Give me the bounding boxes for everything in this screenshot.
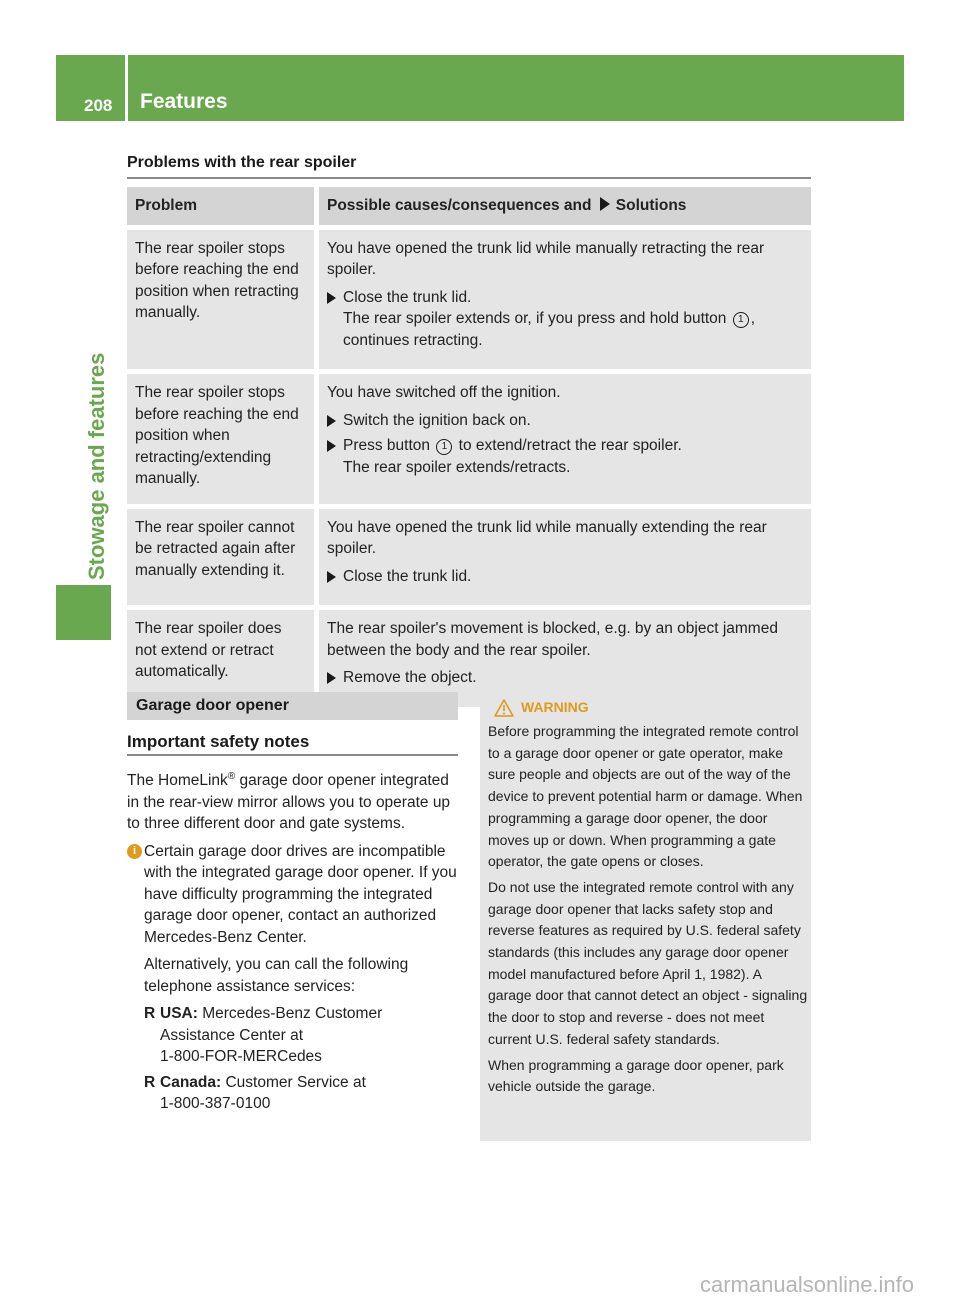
column-header-solutions-prefix: Possible causes/consequences and (327, 197, 592, 214)
section-rule (127, 177, 811, 179)
registered-mark: ® (227, 771, 236, 782)
result-text: The rear spoiler extends/retracts. (343, 458, 571, 476)
table-row (127, 227, 811, 372)
canada-phone: 1-800-387-0100 (160, 1095, 271, 1113)
chapter-title: Features (140, 90, 228, 113)
info-text: Certain garage door drives are incompatible with the integrated garage door opener. If you have difficulty programming the integrated garage door opener, contact an authorized Mercedes-Benz Center. (144, 842, 457, 946)
warning-paragraph: Do not use the integrated remote control with any garage door opener that lacks safety stop and reverse features as required by U.S. federal safety standards (this includes any garage door opener model manufactured before April 1, 1982). A garage door that cannot detect an object - signaling the door to stop and reverse - does not meet current U.S. federal safety standards. (488, 878, 808, 1047)
usa-phone: 1-800-FOR-MERCedes (160, 1048, 322, 1066)
solution-step (327, 667, 803, 689)
cause-text: You have switched off the ignition. (327, 384, 561, 401)
cause-text: You have opened the trunk lid while manually extending the rear spoiler. (327, 518, 767, 557)
step-text-pre: Press button (343, 437, 431, 454)
result-text-post: , continues retracting. (343, 310, 756, 349)
problems-table (127, 187, 811, 712)
problem-cell: The rear spoiler stops before reaching the end position when retracting/extending manually. (127, 372, 317, 507)
table-header-row (127, 187, 811, 227)
side-tab-label: Stowage and features (84, 352, 109, 580)
column-header-problem: Problem (127, 187, 317, 227)
bullet-icon: R (144, 1005, 156, 1023)
solution-cell (317, 372, 812, 507)
solution-step (327, 566, 803, 588)
table-row (127, 506, 811, 608)
usa-label: USA: (160, 1005, 198, 1023)
column-header-solutions (317, 187, 812, 227)
step-arrow-icon (327, 672, 336, 684)
side-tab-marker (56, 585, 111, 640)
page-number: 208 (84, 96, 113, 115)
solution-cell (317, 227, 812, 372)
warning-triangle-icon (494, 699, 514, 717)
bullet-icon: R (144, 1073, 156, 1091)
info-icon: i (127, 844, 142, 859)
info-note (127, 841, 460, 1115)
cause-text: The rear spoiler's movement is blocked, e.g. by an object jammed between the body and the rear spoiler. (327, 620, 778, 659)
solution-step (327, 410, 803, 432)
intro-post: garage door opener integrated in the rear-view mirror allows you to operate up to three different door and gate systems. (127, 772, 451, 833)
warning-paragraph: Before programming the integrated remote control to a garage door opener or gate operator, make sure people and objects are out of the way of the device to prevent potential harm or damage. When programming a garage door opener, the door moves up or down. When programming a gate operator, the gate opens or closes. (488, 723, 803, 870)
usa-text: Mercedes-Benz Customer Assistance Center at (160, 1005, 383, 1044)
warning-paragraph: When programming a garage door opener, park vehicle outside the garage. (488, 1056, 784, 1095)
list-item (144, 1003, 460, 1068)
solution-step (327, 287, 803, 352)
step-arrow-icon (327, 415, 336, 427)
safety-rule (127, 754, 458, 756)
warning-text (488, 721, 808, 1102)
step-text: Close the trunk lid. (343, 567, 472, 585)
watermark: carmanualsonline.info (700, 1272, 915, 1297)
intro-pre: The HomeLink (127, 772, 228, 790)
solution-cell (317, 506, 812, 608)
solution-step (327, 435, 803, 478)
step-text: Close the trunk lid. (343, 288, 472, 306)
column-header-solutions-suffix: Solutions (615, 197, 687, 214)
homelink-intro (127, 766, 460, 835)
problem-cell: The rear spoiler stops before reaching the end position when retracting manually. (127, 227, 317, 372)
safety-notes-heading: Important safety notes (127, 732, 310, 751)
list-item (144, 1072, 460, 1115)
solution-arrow-icon (600, 197, 610, 211)
canada-text: Customer Service at (221, 1073, 366, 1091)
step-arrow-icon (327, 440, 336, 452)
alternative-text: Alternatively, you can call the following telephone assistance services: (144, 956, 409, 995)
cause-text: You have opened the trunk lid while manually retracting the rear spoiler. (327, 239, 765, 278)
step-text: Switch the ignition back on. (343, 411, 531, 429)
step-arrow-icon (327, 292, 336, 304)
table-row (127, 372, 811, 507)
warning-label: WARNING (521, 699, 589, 715)
header-divider (125, 55, 128, 121)
garage-heading: Garage door opener (136, 697, 289, 714)
garage-body (127, 766, 460, 1119)
step-text-post: to extend/retract the rear spoiler. (458, 437, 682, 454)
problem-cell: The rear spoiler does not extend or retract automatically. (127, 608, 317, 710)
section-heading: Problems with the rear spoiler (127, 154, 357, 171)
problem-cell: The rear spoiler cannot be retracted again after manually extending it. (127, 506, 317, 608)
canada-label: Canada: (160, 1073, 222, 1091)
button-1-icon: 1 (733, 312, 749, 328)
step-text: Remove the object. (343, 669, 477, 686)
result-text-pre: The rear spoiler extends or, if you press and hold button (343, 310, 727, 327)
button-1-icon: 1 (436, 439, 452, 455)
step-arrow-icon (327, 571, 336, 583)
